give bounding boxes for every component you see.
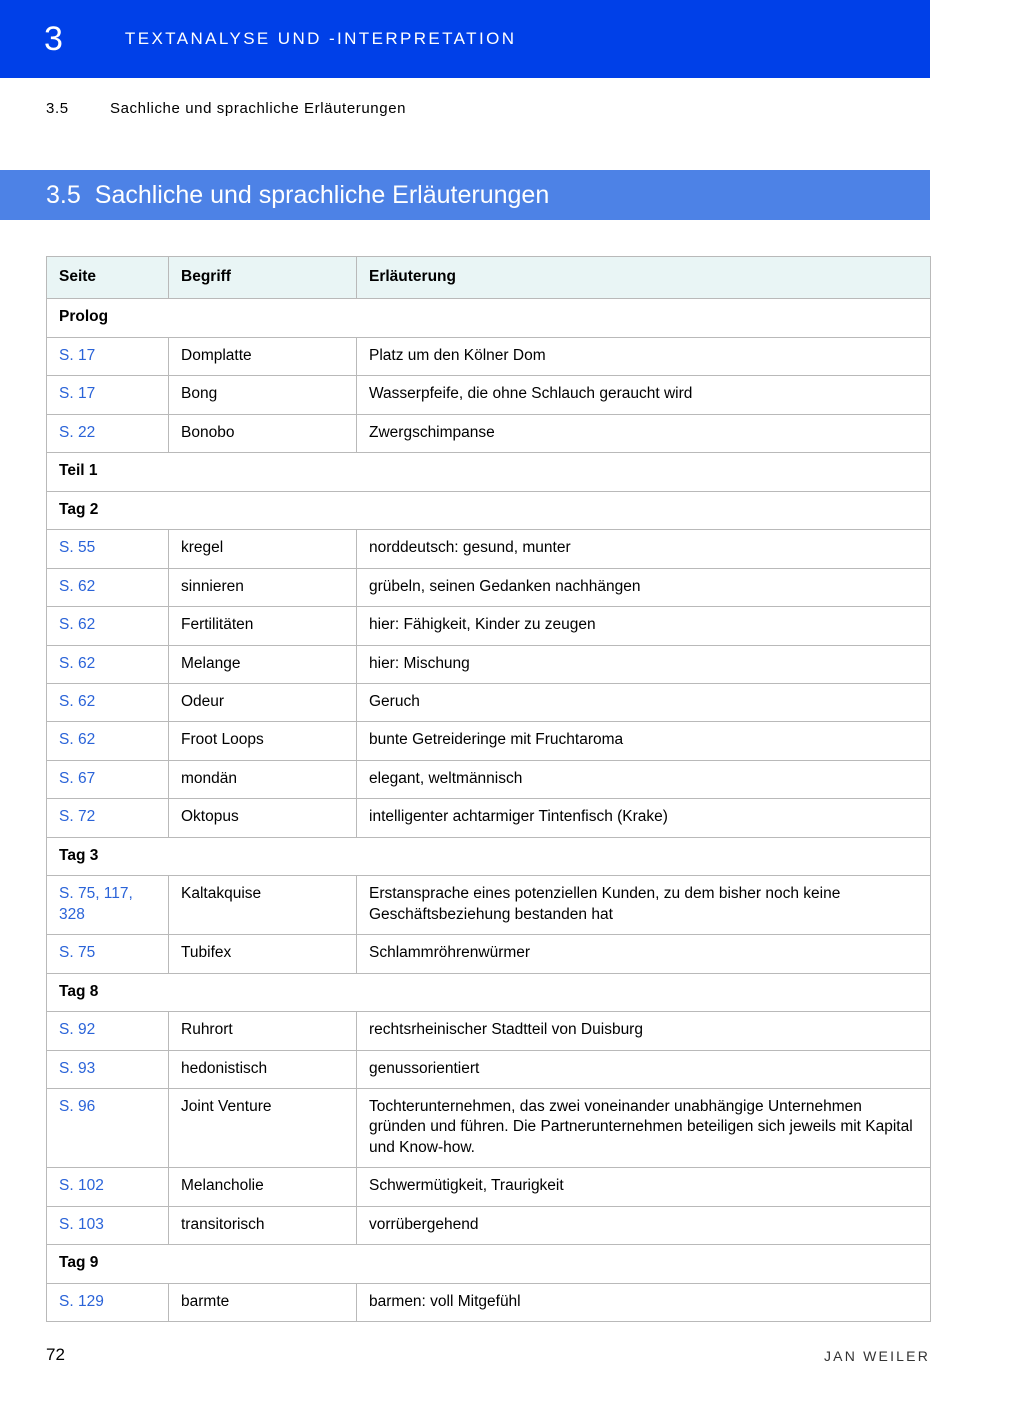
table-row: [47, 530, 931, 568]
section-title: Sachliche und sprachliche Erläuterungen: [94, 180, 550, 209]
page-number: 72: [46, 1345, 65, 1364]
footer-author: JAN WEILER: [823, 1348, 930, 1364]
chapter-title: TEXTANALYSE UND -INTERPRETATION: [124, 29, 517, 48]
table-group-row: [47, 973, 931, 1011]
cell-begriff: Joint Venture: [169, 1088, 357, 1167]
cell-begriff: mondän: [169, 760, 357, 798]
table-row: [47, 414, 931, 452]
cell-begriff: transitorisch: [169, 1206, 357, 1244]
cell-seite: S. 62: [47, 683, 169, 721]
table-row: [47, 1283, 931, 1321]
cell-begriff: Ruhrort: [169, 1012, 357, 1050]
cell-seite: S. 62: [47, 645, 169, 683]
cell-seite: S. 17: [47, 337, 169, 375]
cell-erlaeuterung: rechtsrheinischer Stadtteil von Duisburg: [357, 1012, 931, 1050]
cell-begriff: Tubifex: [169, 935, 357, 973]
table-group-row: [47, 299, 931, 337]
table-header: [47, 257, 931, 299]
cell-begriff: Kaltakquise: [169, 876, 357, 935]
table-row: [47, 607, 931, 645]
cell-begriff: hedonistisch: [169, 1050, 357, 1088]
column-header-erlaeuterung: Erläuterung: [357, 257, 931, 299]
table-group-row: [47, 491, 931, 529]
cell-erlaeuterung: hier: Fähigkeit, Kinder zu zeugen: [357, 607, 931, 645]
cell-begriff: Domplatte: [169, 337, 357, 375]
cell-begriff: kregel: [169, 530, 357, 568]
group-label: Prolog: [47, 299, 931, 337]
running-head-number: 3.5: [46, 100, 69, 117]
cell-begriff: Oktopus: [169, 799, 357, 837]
cell-erlaeuterung: Schwermütigkeit, Traurigkeit: [357, 1168, 931, 1206]
cell-erlaeuterung: Platz um den Kölner Dom: [357, 337, 931, 375]
cell-seite: S. 92: [47, 1012, 169, 1050]
cell-begriff: Froot Loops: [169, 722, 357, 760]
cell-seite: S. 75, 117, 328: [47, 876, 169, 935]
cell-begriff: Odeur: [169, 683, 357, 721]
glossary-table-container: [46, 256, 930, 1322]
cell-seite: S. 129: [47, 1283, 169, 1321]
table-row: [47, 1012, 931, 1050]
cell-seite: S. 62: [47, 722, 169, 760]
table-row: [47, 683, 931, 721]
cell-seite: S. 62: [47, 607, 169, 645]
table-row: [47, 935, 931, 973]
cell-erlaeuterung: Erstansprache eines potenziellen Kunden, zu dem bisher noch keine Geschäftsbeziehung bestanden hat: [357, 876, 931, 935]
chapter-header-bar: [0, 0, 930, 78]
section-number: 3.5: [46, 180, 81, 209]
table-row: [47, 376, 931, 414]
cell-seite: S. 22: [47, 414, 169, 452]
cell-begriff: Melange: [169, 645, 357, 683]
table-row: [47, 799, 931, 837]
table-group-row: [47, 1245, 931, 1283]
group-label: Tag 8: [47, 973, 931, 1011]
cell-begriff: sinnieren: [169, 568, 357, 606]
chapter-number: 3: [44, 20, 63, 58]
cell-erlaeuterung: Zwergschimpanse: [357, 414, 931, 452]
cell-seite: S. 96: [47, 1088, 169, 1167]
group-label: Tag 2: [47, 491, 931, 529]
cell-seite: S. 93: [47, 1050, 169, 1088]
cell-begriff: Bong: [169, 376, 357, 414]
table-row: [47, 1168, 931, 1206]
cell-erlaeuterung: vorrübergehend: [357, 1206, 931, 1244]
table-row: [47, 722, 931, 760]
cell-erlaeuterung: genussorientiert: [357, 1050, 931, 1088]
cell-erlaeuterung: Wasserpfeife, die ohne Schlauch geraucht wird: [357, 376, 931, 414]
cell-seite: S. 72: [47, 799, 169, 837]
cell-erlaeuterung: barmen: voll Mitgefühl: [357, 1283, 931, 1321]
section-banner: [0, 170, 930, 220]
cell-seite: S. 102: [47, 1168, 169, 1206]
cell-erlaeuterung: Schlammröhrenwürmer: [357, 935, 931, 973]
group-label: Tag 9: [47, 1245, 931, 1283]
table-row: [47, 568, 931, 606]
cell-erlaeuterung: hier: Mischung: [357, 645, 931, 683]
cell-begriff: Bonobo: [169, 414, 357, 452]
table-body: [47, 299, 931, 1322]
table-row: [47, 760, 931, 798]
group-label: Tag 3: [47, 837, 931, 875]
cell-erlaeuterung: Geruch: [357, 683, 931, 721]
cell-begriff: Fertilitäten: [169, 607, 357, 645]
group-label: Teil 1: [47, 453, 931, 491]
table-group-row: [47, 837, 931, 875]
table-row: [47, 645, 931, 683]
cell-erlaeuterung: elegant, weltmännisch: [357, 760, 931, 798]
cell-seite: S. 55: [47, 530, 169, 568]
running-head-title: Sachliche und sprachliche Erläuterungen: [110, 100, 407, 117]
cell-seite: S. 103: [47, 1206, 169, 1244]
cell-erlaeuterung: bunte Getreideringe mit Fruchtaroma: [357, 722, 931, 760]
table-row: [47, 1088, 931, 1167]
cell-seite: S. 62: [47, 568, 169, 606]
table-row: [47, 1050, 931, 1088]
table-row: [47, 337, 931, 375]
table-group-row: [47, 453, 931, 491]
cell-erlaeuterung: intelligenter achtarmiger Tintenfisch (Krake): [357, 799, 931, 837]
cell-seite: S. 17: [47, 376, 169, 414]
cell-begriff: barmte: [169, 1283, 357, 1321]
table-row: [47, 1206, 931, 1244]
cell-erlaeuterung: grübeln, seinen Gedanken nachhängen: [357, 568, 931, 606]
cell-seite: S. 67: [47, 760, 169, 798]
glossary-table: [46, 256, 931, 1322]
cell-erlaeuterung: norddeutsch: gesund, munter: [357, 530, 931, 568]
table-row: [47, 876, 931, 935]
cell-erlaeuterung: Tochterunternehmen, das zwei voneinander unabhängige Unternehmen gründen und führen. Die Partnerunternehmen beteiligen sich jeweils mit Kapital und Know-how.: [357, 1088, 931, 1167]
cell-begriff: Melancholie: [169, 1168, 357, 1206]
running-head: [46, 100, 406, 117]
column-header-begriff: Begriff: [169, 257, 357, 299]
column-header-seite: Seite: [47, 257, 169, 299]
cell-seite: S. 75: [47, 935, 169, 973]
table-header-row: [47, 257, 931, 299]
